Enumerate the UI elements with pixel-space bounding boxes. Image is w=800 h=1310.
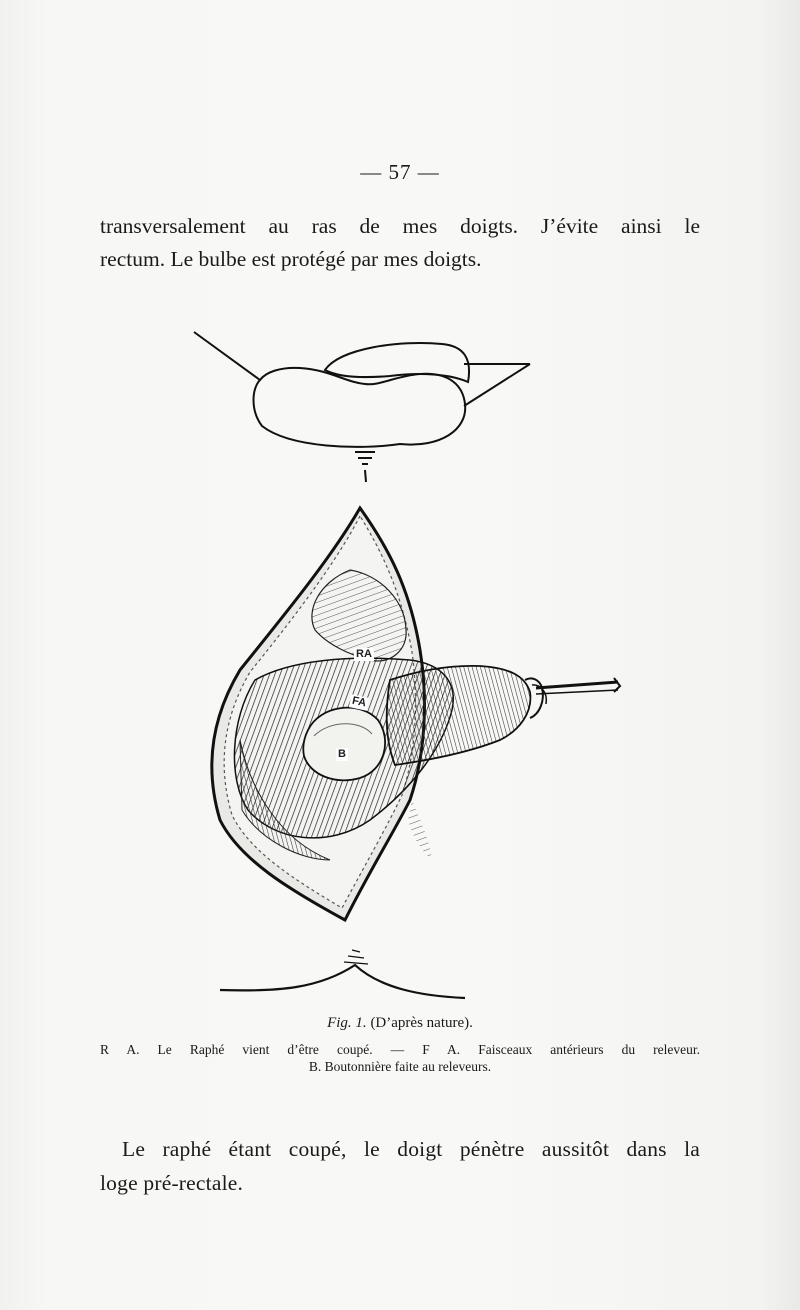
figure-caption-text: (D’après nature).	[370, 1015, 473, 1031]
paragraph-bottom-line-2: loge pré-rectale.	[100, 1171, 244, 1195]
figure-caption-tag: Fig. 1.	[327, 1015, 367, 1031]
label-ra: RA	[356, 648, 372, 660]
lower-sketch	[220, 950, 465, 998]
paragraph-top	[100, 210, 700, 276]
dissection-sketch	[212, 508, 620, 920]
paragraph-top-line-2: rectum. Le bulbe est protégé par mes doigts.	[100, 247, 482, 271]
label-fa: FA	[349, 694, 369, 710]
anatomical-figure	[180, 320, 640, 1010]
figure-legend-line-2: B. Boutonnière faite au releveurs.	[308, 1059, 492, 1074]
paragraph-bottom-line-1: Le raphé étant coupé, le doigt pénètre aussitôt dans la	[122, 1137, 700, 1161]
label-b: B	[338, 748, 346, 760]
page-edge-shadow	[760, 0, 800, 1310]
figure-illustration	[180, 320, 640, 1010]
upper-sketch	[194, 332, 530, 482]
page-number: — 57 —	[360, 160, 440, 184]
figure-legend-line-1: R A. Le Raphé vient d’être coupé. — F A. Faisceaux antérieurs du releveur.	[100, 1042, 700, 1057]
paragraph-bottom	[100, 1132, 700, 1200]
paragraph-top-line-1: transversalement au ras de mes doigts. J’évite ainsi le	[100, 214, 700, 238]
figure-caption	[0, 1015, 800, 1032]
